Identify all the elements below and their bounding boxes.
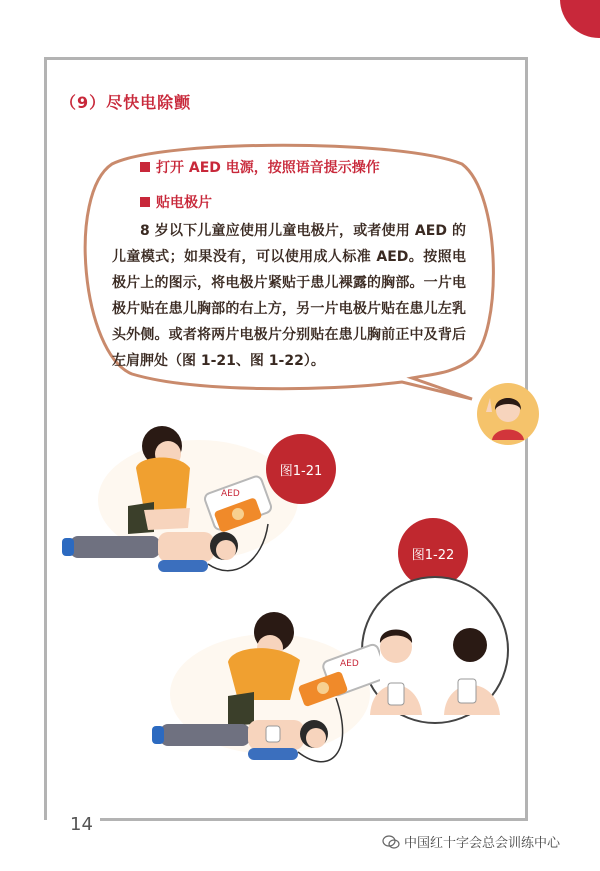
figure-label-1-22: 图1-22 [398, 518, 468, 588]
bullet-power-on [140, 157, 380, 177]
wechat-icon [382, 835, 400, 849]
page-number: 14 [64, 814, 99, 835]
bullet-electrodes-text: 贴电极片 [156, 195, 212, 211]
figure-label-1-21: 图1-21 [266, 434, 336, 504]
section-title: （9）尽快电除颤 [60, 93, 192, 112]
bullet-square-icon [140, 162, 150, 172]
watermark [382, 832, 560, 851]
bullet-square-icon [140, 197, 150, 207]
illustration-fig-1-21 [58, 412, 298, 598]
electrode-placement-inset [360, 575, 510, 725]
bullet-power-on-text: 打开 AED 电源，按照语音提示操作 [156, 160, 380, 176]
illustration-fig-1-22 [140, 602, 380, 788]
corner-decoration [560, 0, 600, 38]
body-paragraph: 8 岁以下儿童应使用儿童电极片，或者使用 AED 的儿童模式；如果没有，可以使用成人标准 AED。按照电极片上的图示，将电极片紧贴于患儿裸露的胸部。一片电极片贴在患儿胸部的右上方，另一片电极片贴在患儿左乳头外侧。或者将两片电极片分别贴在患儿胸前正中及背后左肩胛处（图 1-21、图 1-22）。 [112, 223, 466, 369]
narrator-avatar [476, 382, 540, 446]
frame-bottom-line [100, 818, 528, 821]
aed-label-2: AED [340, 659, 359, 669]
bullet-electrodes [140, 192, 212, 212]
aed-label-1: AED [221, 489, 240, 499]
watermark-text: 中国红十字会总会训练中心 [404, 836, 561, 851]
